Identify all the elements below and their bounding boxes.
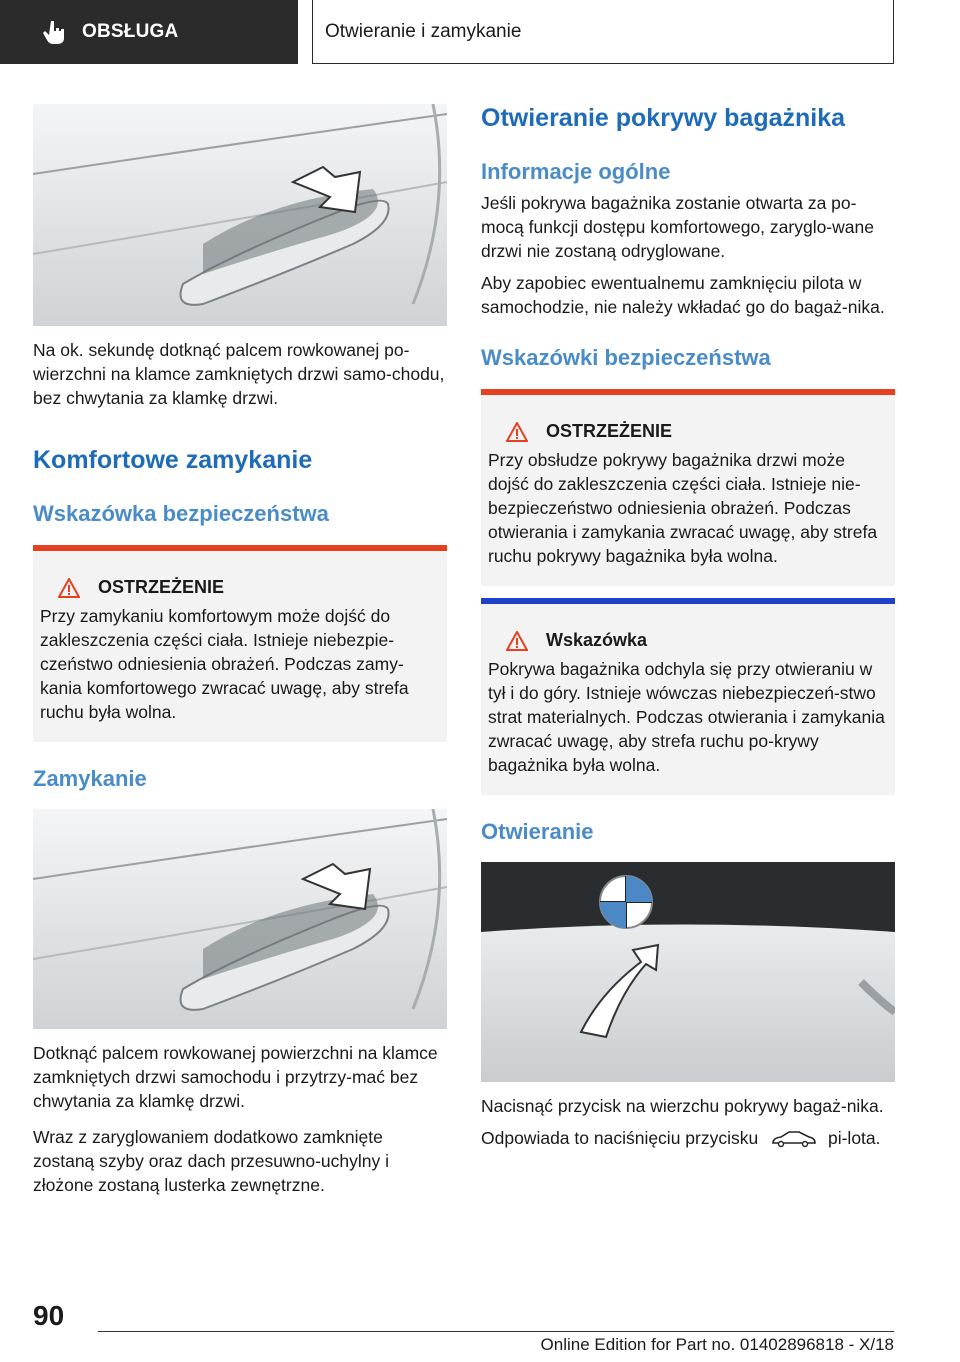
door-handle-illustration-1 [33,104,447,326]
paragraph: Dotknąć palcem rowkowanej powierzchni na klamce zamkniętych drzwi samochodu i przytrzy‐mać bez chwytania za klamkę drzwi. [33,1043,438,1111]
subsection-heading: Wskazówki bezpieczeństwa [481,345,771,370]
warning-text: Przy zamykaniu komfortowym może dojść do zakleszczenia części ciała. Istnieje niebezpie‐czeństwo odniesienia obrażeń. Podczas zamy‐kania komfortowego zwracać uwagę, aby strefa ruchu była wolna. [40,606,409,722]
warning-box [33,545,447,742]
warning-title: OSTRZEŻENIE [98,577,225,597]
section-heading: Komfortowe zamykanie [33,446,313,474]
section-label: OBSŁUGA [82,21,179,42]
warning-triangle-icon [506,631,528,651]
paragraph: Nacisnąć przycisk na wierzchu pokrywy bagaż‐nika. [481,1096,884,1116]
warning-box [481,389,895,586]
paragraph-text: pi‐lota. [827,1128,881,1148]
subsection-heading: Otwieranie [481,819,594,844]
paragraph: Aby zapobiec ewentualnemu zamknięciu pilota w samochodzie, nie należy wkładać go do bagaż‐nika. [481,273,885,317]
paragraph-with-icon [481,1126,895,1150]
subsection-heading: Wskazówka bezpieczeństwa [33,501,329,526]
paragraph: Wraz z zaryglowaniem dodatkowo zamknięte zostaną szyby oraz dach przesuwno-uchylny i złożone zostaną lusterka zewnętrzne. [33,1127,390,1195]
footer-text: Online Edition for Part no. 01402896818 - X/18 [540,1335,894,1354]
subsection-heading: Zamykanie [33,766,147,791]
trunk-button-illustration [481,862,895,1082]
page-header-title: Otwieranie i zamykanie [312,0,894,64]
subsection-heading: Informacje ogólne [481,159,671,184]
paragraph: Na ok. sekundę dotknąć palcem rowkowanej po‐wierzchni na klamce zamkniętych drzwi samo‐chodu, bez chwytania za klamkę drzwi. [33,340,445,408]
right-column [481,104,895,1150]
warning-text: Przy obsłudze pokrywy bagażnika drzwi może dojść do zakleszczenia części ciała. Istnieje nie‐bezpieczeństwo odniesienia obrażeń. Podczas otwierania i zamykania zwracać uwagę, aby strefa ruchu pokrywy bagażnika była wolna. [488,450,878,566]
warning-triangle-icon [58,578,80,598]
note-title: Wskazówka [546,630,648,650]
hand-pointer-icon [42,19,68,45]
paragraph: Jeśli pokrywa bagażnika zostanie otwarta za po‐mocą funkcji dostępu komfortowego, zaryglo‐wane drzwi nie zostaną odryglowane. [481,193,874,261]
footer-divider [98,1331,894,1332]
page-number: 90 [33,1300,65,1331]
note-box [481,598,895,795]
car-trunk-key-icon [769,1129,817,1149]
warning-title: OSTRZEŻENIE [546,421,673,441]
note-text: Pokrywa bagażnika odchyla się przy otwieraniu w tył i do góry. Istnieje wówczas niebezpieczeń‐stwo strat materialnych. Podczas otwierania i zamykania zwracać uwagę, aby strefa ruchu po‐krywy bagażnika była wolna. [488,659,885,775]
door-handle-illustration-2 [33,809,447,1029]
section-heading: Otwieranie pokrywy bagażnika [481,104,846,132]
warning-triangle-icon [506,422,528,442]
left-column [33,104,447,1197]
section-tab[interactable] [0,0,298,64]
paragraph-text: Odpowiada to naciśnięciu przycisku [481,1128,759,1148]
